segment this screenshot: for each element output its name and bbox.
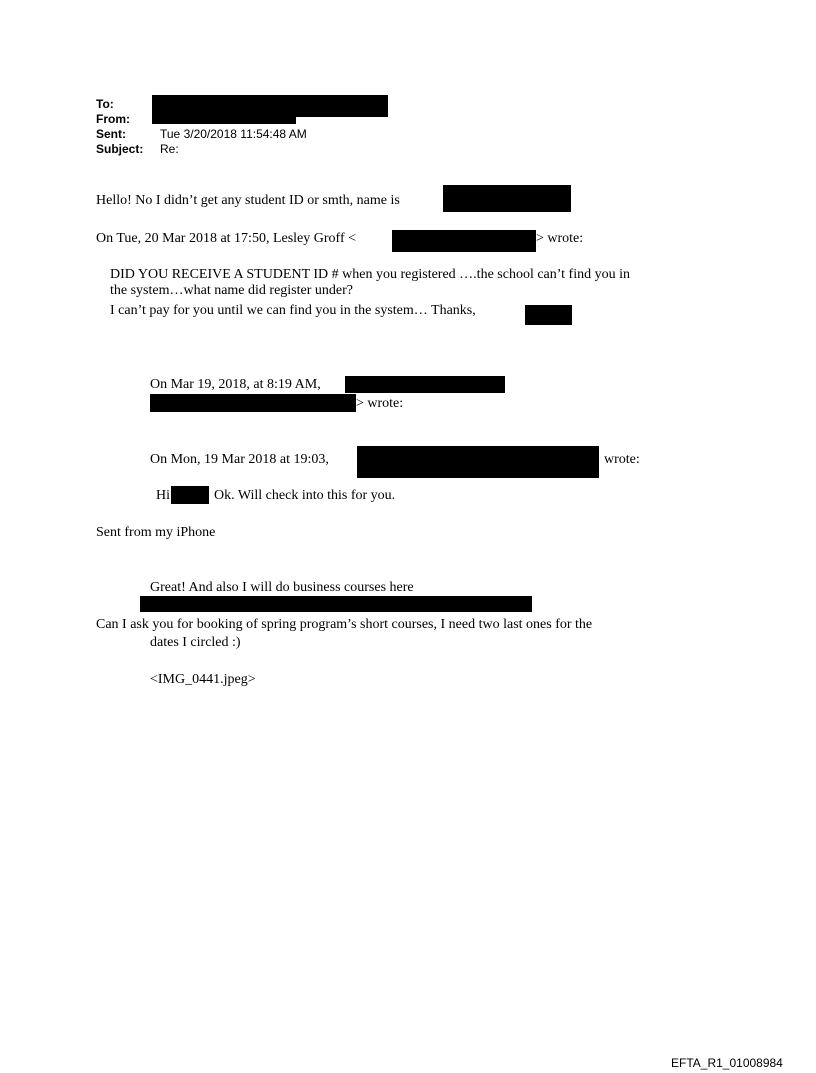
subject-value: Re: xyxy=(160,142,179,156)
from-label: From: xyxy=(96,112,130,126)
redaction-name xyxy=(443,185,571,212)
redaction-email-1 xyxy=(392,230,536,252)
to-label: To: xyxy=(96,97,114,111)
reply-line: Hello! No I didn’t get any student ID or smth, name is xyxy=(96,193,400,208)
quote-header-1-a: On Tue, 20 Mar 2018 at 17:50, Lesley Groff < xyxy=(96,231,357,246)
great-line: Great! And also I will do business courses here xyxy=(150,580,414,595)
quote3-header-a: On Mon, 19 Mar 2018 at 19:03, xyxy=(150,452,329,467)
redaction-hi-name xyxy=(171,486,209,504)
check-text: Ok. Will check into this for you. xyxy=(214,488,396,503)
redaction-sender-3 xyxy=(357,446,599,478)
quote1-line3: I can’t pay for you until we can find you in the system… Thanks, xyxy=(110,303,476,318)
sent-label: Sent: xyxy=(96,127,126,141)
attachment-name[interactable]: <IMG_0441.jpeg> xyxy=(150,672,256,687)
ask-line2: dates I circled :) xyxy=(150,635,241,650)
quote2-line2: > wrote: xyxy=(356,396,404,411)
ask-line1: Can I ask you for booking of spring program’s short courses, I need two last ones for the xyxy=(96,617,593,632)
redaction-email-2 xyxy=(150,394,356,412)
quote2-line1: On Mar 19, 2018, at 8:19 AM, xyxy=(150,377,321,392)
redaction-line xyxy=(140,596,532,612)
sent-value: Tue 3/20/2018 11:54:48 AM xyxy=(160,127,307,141)
hi-text: Hi xyxy=(156,488,170,503)
document-id: EFTA_R1_01008984 xyxy=(671,1056,783,1070)
subject-label: Subject: xyxy=(96,142,144,156)
redaction-signature xyxy=(525,305,572,325)
quote1-line1: DID YOU RECEIVE A STUDENT ID # when you registered ….the school can’t find you in xyxy=(110,267,630,282)
quote3-header-b: wrote: xyxy=(604,452,640,467)
quote-header-1-b: > wrote: xyxy=(536,231,584,246)
redaction-from xyxy=(152,113,296,124)
redaction-sender-2 xyxy=(345,376,505,393)
sent-from-signature: Sent from my iPhone xyxy=(96,525,216,540)
quote1-line2: the system…what name did register under? xyxy=(110,283,353,298)
